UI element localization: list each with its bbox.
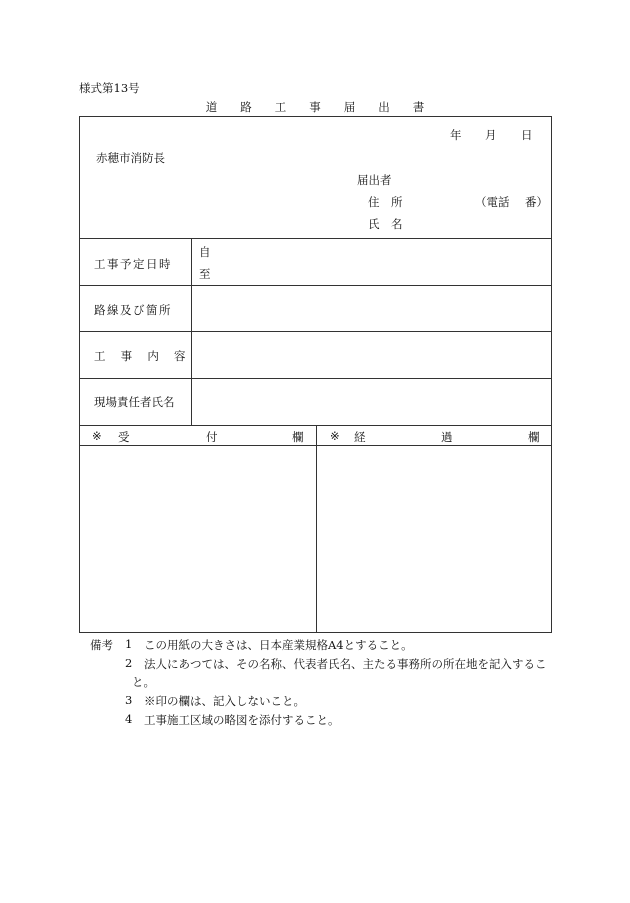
note-1-number: 1: [125, 637, 133, 651]
schedule-to: 至: [199, 267, 211, 281]
note-4-number: 4: [125, 712, 133, 726]
divider: [80, 331, 551, 332]
label-column-divider: [191, 238, 192, 426]
note-2-number: 2: [125, 656, 133, 670]
divider: [80, 285, 551, 286]
schedule-from: 自: [199, 245, 211, 259]
reception-box: [81, 447, 315, 632]
progress-header-char-1: 経: [354, 430, 366, 444]
divider: [80, 378, 551, 379]
note-2-continuation: と。: [132, 675, 155, 689]
progress-header-mark: ※: [330, 429, 340, 443]
name-label: 氏 名: [368, 217, 403, 231]
phone-label-close: 番）: [525, 195, 548, 209]
date-month: 月: [485, 128, 497, 142]
reception-header-mark: ※: [92, 429, 102, 443]
progress-box: [318, 447, 551, 632]
route-label: 路線及び箇所: [94, 303, 172, 317]
divider: [80, 238, 551, 239]
note-2-text: 法人にあつては、その名称、代表者氏名、主たる事務所の所在地を記入するこ: [144, 657, 547, 671]
address-label: 住 所: [368, 195, 403, 209]
phone-label-open: （電話: [475, 195, 510, 209]
date-day: 日: [521, 128, 533, 142]
progress-header-char-2: 過: [441, 430, 453, 444]
addressee: 赤穂市消防長: [96, 151, 165, 165]
notes-heading: 備考: [90, 638, 113, 652]
notifier-label: 届出者: [357, 173, 392, 187]
reception-header-char-2: 付: [206, 430, 218, 444]
schedule-label: 工事予定日時: [94, 257, 172, 271]
reception-header-char-3: 欄: [292, 430, 304, 444]
content-label: 工 事 内 容: [94, 349, 186, 363]
date-year: 年: [450, 128, 462, 142]
supervisor-label: 現場責任者氏名: [94, 395, 175, 409]
note-4-text: 工事施工区域の略図を添付すること。: [144, 713, 340, 727]
form-frame: [79, 116, 552, 633]
section-divider: [316, 425, 317, 633]
form-number: 様式第13号: [79, 81, 140, 95]
divider: [80, 445, 551, 446]
progress-header-char-3: 欄: [528, 430, 540, 444]
document-title: 道 路 工 事 届 出 書: [205, 100, 425, 114]
reception-header-char-1: 受: [118, 430, 130, 444]
note-3-number: 3: [125, 693, 133, 707]
note-3-text: ※印の欄は、記入しないこと。: [144, 694, 305, 708]
note-1-text: この用紙の大きさは、日本産業規格A4とすること。: [144, 638, 413, 652]
